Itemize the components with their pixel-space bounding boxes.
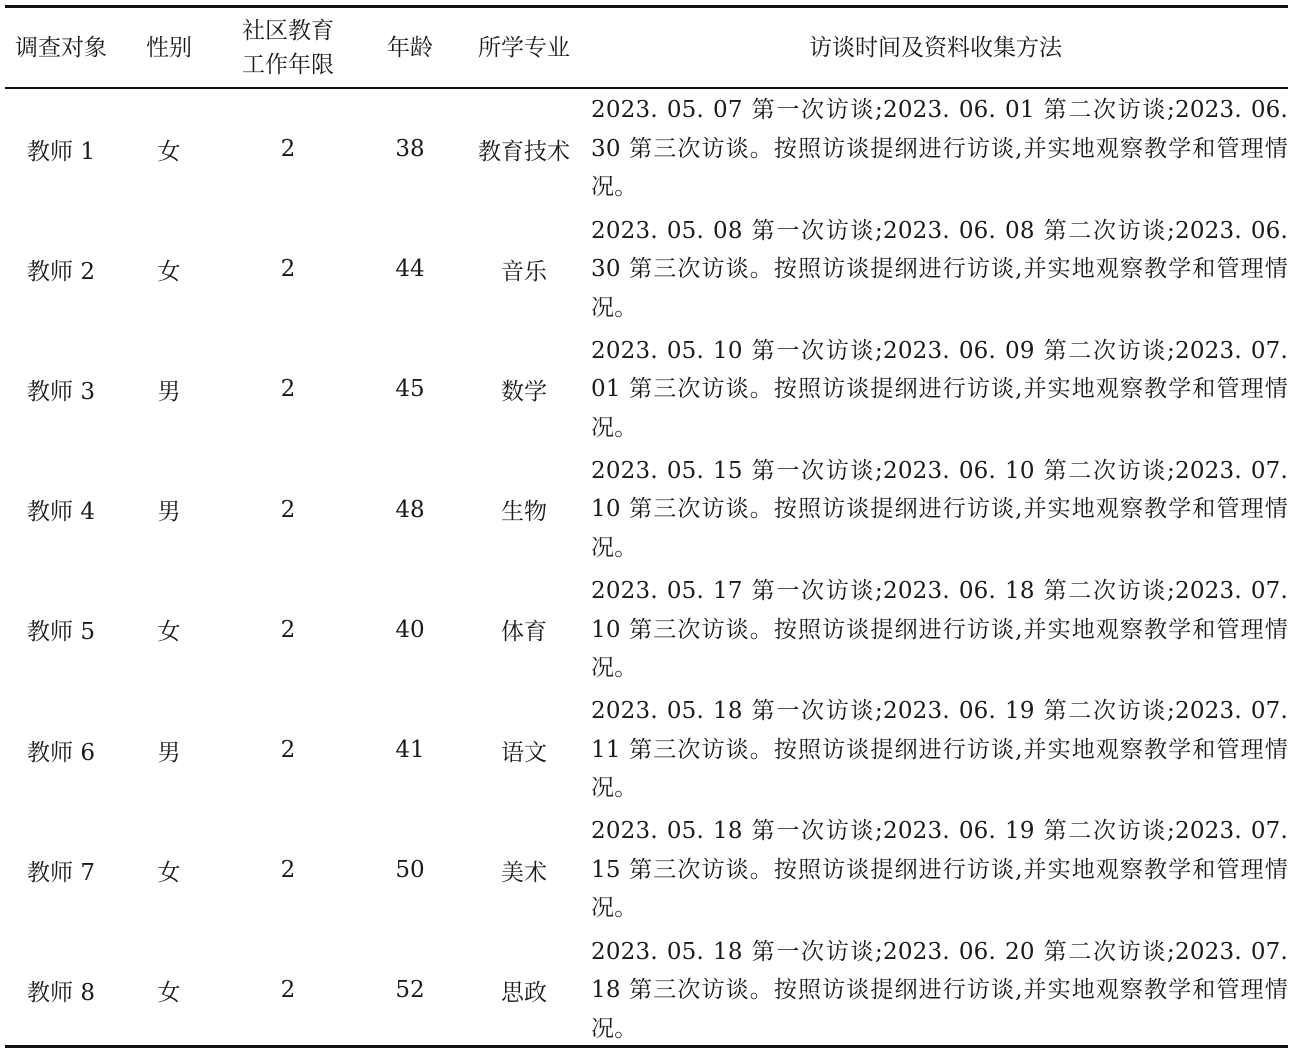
cell-major: 音乐 [501,258,547,285]
cell-method: 2023. 05. 18 第一次访谈;2023. 06. 20 第二次访谈;2023. 07. 18 第三次访谈。按照访谈提纲进行访谈,并实地观察教学和管理情况。 [591,938,1288,1042]
table-header [5,8,1288,89]
cell-work-years: 2 [280,376,296,403]
cell-gender: 男 [157,499,181,526]
cell-gender: 男 [157,378,181,405]
cell-work-years: 2 [280,496,296,523]
cell-major: 思政 [501,979,547,1006]
cell-major: 体育 [501,619,547,646]
cell-subject: 教师 3 [27,378,95,405]
cell-age: 41 [395,737,425,764]
table-row [5,329,1288,449]
cell-major: 生物 [501,499,547,526]
cell-method: 2023. 05. 18 第一次访谈;2023. 06. 19 第二次访谈;2023. 07. 11 第三次访谈。按照访谈提纲进行访谈,并实地观察教学和管理情况。 [591,698,1288,802]
cell-major: 教育技术 [478,138,570,165]
table-body [5,89,1288,1051]
header-gender: 性别 [146,34,192,61]
table-row [5,690,1288,810]
data-table [5,8,1288,1051]
cell-method: 2023. 05. 07 第一次访谈;2023. 06. 01 第二次访谈;2023. 06. 30 第三次访谈。按照访谈提纲进行访谈,并实地观察教学和管理情况。 [591,97,1288,201]
cell-age: 44 [395,256,425,283]
cell-method: 2023. 05. 17 第一次访谈;2023. 06. 18 第二次访谈;2023. 07. 10 第三次访谈。按照访谈提纲进行访谈,并实地观察教学和管理情况。 [591,578,1288,682]
cell-method: 2023. 05. 15 第一次访谈;2023. 06. 10 第二次访谈;2023. 07. 10 第三次访谈。按照访谈提纲进行访谈,并实地观察教学和管理情况。 [591,457,1288,561]
cell-work-years: 2 [280,737,296,764]
cell-age: 45 [395,376,425,403]
header-work-years-line1: 社区教育 [242,17,334,44]
cell-major: 语文 [501,739,547,766]
header-subject: 调查对象 [15,34,107,61]
cell-method: 2023. 05. 18 第一次访谈;2023. 06. 19 第二次访谈;2023. 07. 15 第三次访谈。按照访谈提纲进行访谈,并实地观察教学和管理情况。 [591,818,1288,922]
table-row [5,209,1288,329]
cell-major: 数学 [501,378,547,405]
cell-work-years: 2 [280,256,296,283]
cell-method: 2023. 05. 10 第一次访谈;2023. 06. 09 第二次访谈;2023. 07. 01 第三次访谈。按照访谈提纲进行访谈,并实地观察教学和管理情况。 [591,337,1288,441]
cell-subject: 教师 4 [27,499,95,526]
cell-age: 40 [395,616,425,643]
cell-age: 50 [395,857,425,884]
cell-gender: 女 [157,979,181,1006]
cell-subject: 教师 2 [27,258,95,285]
cell-age: 48 [395,496,425,523]
table-row [5,570,1288,690]
cell-subject: 教师 5 [27,619,95,646]
cell-subject: 教师 8 [27,979,95,1006]
cell-work-years: 2 [280,136,296,163]
cell-subject: 教师 7 [27,859,95,886]
header-age: 年龄 [387,34,433,61]
cell-subject: 教师 6 [27,739,95,766]
header-major: 所学专业 [478,34,570,61]
cell-age: 38 [395,136,425,163]
table-row [5,450,1288,570]
cell-age: 52 [395,977,425,1004]
cell-subject: 教师 1 [27,138,95,165]
cell-gender: 女 [157,138,181,165]
table-row [5,810,1288,930]
cell-work-years: 2 [280,616,296,643]
cell-gender: 男 [157,739,181,766]
table-row [5,930,1288,1050]
cell-work-years: 2 [280,977,296,1004]
cell-method: 2023. 05. 08 第一次访谈;2023. 06. 08 第二次访谈;2023. 06. 30 第三次访谈。按照访谈提纲进行访谈,并实地观察教学和管理情况。 [591,217,1288,321]
cell-gender: 女 [157,859,181,886]
table-row [5,89,1288,209]
cell-gender: 女 [157,619,181,646]
header-work-years-line2: 工作年限 [242,51,334,78]
header-method: 访谈时间及资料收集方法 [809,34,1062,61]
cell-gender: 女 [157,258,181,285]
cell-work-years: 2 [280,857,296,884]
header-work-years [221,8,355,87]
cell-major: 美术 [501,859,547,886]
